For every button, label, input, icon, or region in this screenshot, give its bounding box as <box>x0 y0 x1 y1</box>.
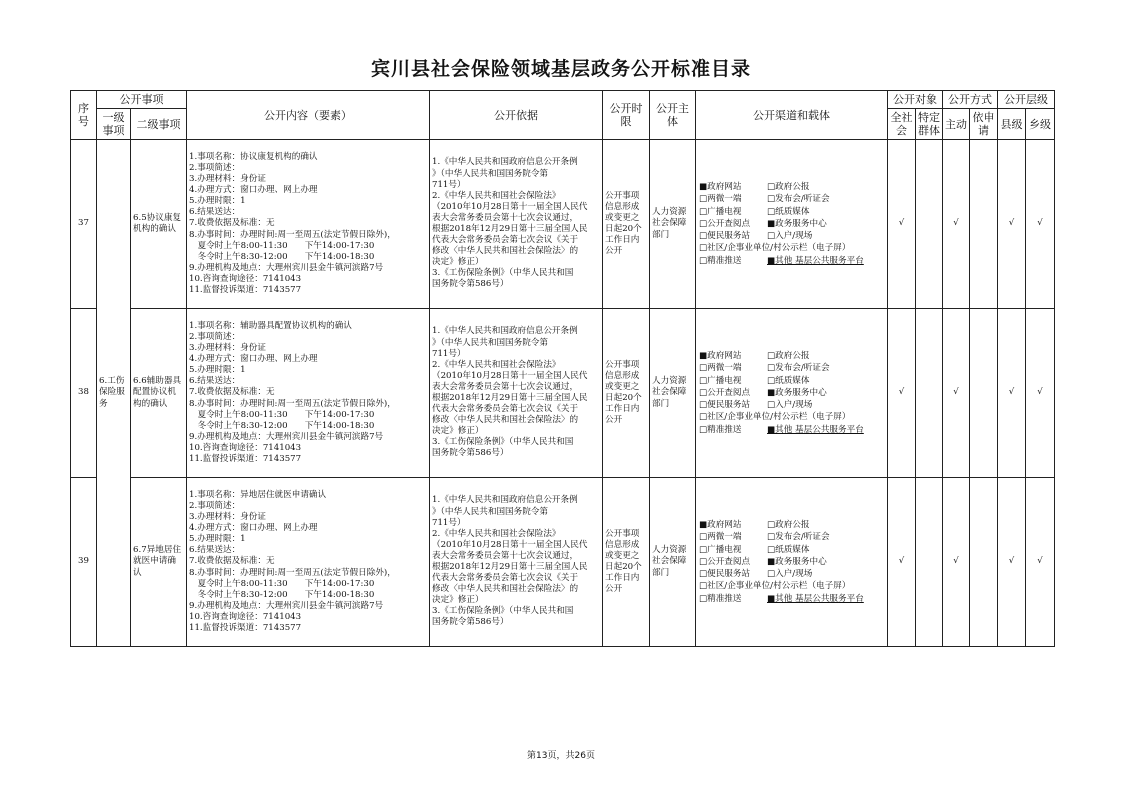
channels-cell <box>696 140 888 309</box>
channel-option: □便民服务站 <box>699 231 751 242</box>
basis-line: 711号） <box>432 348 466 359</box>
content-line: 8.办事时间：办理时间:周一至周五(法定节假日除外)， <box>189 567 396 578</box>
level-town-check: √ <box>1026 309 1055 478</box>
level2-item-cell: 6.6辅助器具配置协议机构的确认 <box>131 309 187 478</box>
basis-line: 表大会常务委员会第十七次会议通过， <box>432 212 579 223</box>
channel-row <box>699 255 885 267</box>
time-limit-cell: 公开事项信息形成或变更之日起20个工作日内公开 <box>603 478 650 647</box>
channel-row <box>699 181 885 193</box>
level-county-check: √ <box>998 478 1026 647</box>
basis-line: 修改〈中华人民共和国社会保险法〉的 <box>432 584 579 595</box>
channel-option: □发布会/听证会 <box>767 532 830 543</box>
level-county-check: √ <box>998 309 1026 478</box>
content-line: 7.收费依据及标准：无 <box>189 556 275 567</box>
basis-line: 711号） <box>432 517 466 528</box>
channel-option: □两微一端 <box>699 363 742 374</box>
content-line: 9.办理机构及地点：大理州宾川县金牛镇河滨路7号 <box>189 600 384 611</box>
subject-cell: 人力资源社会保障部门 <box>650 478 696 647</box>
table-row <box>71 478 1055 647</box>
channel-option: ■政务服务中心 <box>767 387 827 398</box>
channel-option: ■其他 基层公共服务平台 <box>767 593 864 604</box>
header-level-town: 乡级 <box>1026 109 1055 140</box>
content-line: 夏令时上午8:00-11:30 下午14:00-17:30 <box>189 409 375 420</box>
level2-item-cell: 6.5协议康复机构的确认 <box>131 140 187 309</box>
header-subject: 公开主体 <box>650 91 696 140</box>
channel-option: ■其他 基层公共服务平台 <box>767 255 864 266</box>
channel-option: ■政务服务中心 <box>767 556 827 567</box>
header-target-all: 全社会 <box>888 109 916 140</box>
basis-line: 1.《中华人民共和国政府信息公开条例 <box>432 495 578 506</box>
channel-option: □社区/企事业单位/村公示栏（电子屏） <box>699 581 851 592</box>
mode-request-check <box>970 309 998 478</box>
mode-active-check: √ <box>943 478 970 647</box>
channel-row <box>699 218 885 230</box>
seq-cell: 38 <box>71 309 97 478</box>
channel-row <box>699 531 885 543</box>
header-mode-group: 公开方式 <box>943 91 998 109</box>
channels-cell <box>696 309 888 478</box>
content-line: 7.收费依据及标准：无 <box>189 218 275 229</box>
content-line: 5.办理时限：1 <box>189 196 246 207</box>
channel-row <box>699 375 885 387</box>
basis-line: 根据2018年12月29日第十三届全国人民 <box>432 393 588 403</box>
content-line: 夏令时上午8:00-11:30 下午14:00-17:30 <box>189 578 375 589</box>
channel-option: □发布会/听证会 <box>767 194 830 205</box>
basis-line: （2010年10月28日第十一届全国人民代 <box>432 201 588 212</box>
channel-option: □两微一端 <box>699 194 742 205</box>
basis-line: 决定》修正） <box>432 426 484 437</box>
basis-line: 表大会常务委员会第十七次会议通过， <box>432 381 579 392</box>
channel-option: □精准推送 <box>699 255 742 266</box>
channel-row <box>699 580 885 592</box>
channel-option: □广播电视 <box>699 206 742 217</box>
basis-line: （2010年10月28日第十一届全国人民代 <box>432 539 588 550</box>
target-all-check: √ <box>888 309 916 478</box>
content-cell <box>187 140 430 309</box>
channel-option: □两微一端 <box>699 532 742 543</box>
channel-option: □广播电视 <box>699 544 742 555</box>
content-line: 11.监督投诉渠道：7143577 <box>189 623 302 634</box>
header-basis: 公开依据 <box>430 91 603 140</box>
content-line: 1.事项名称：协议康复机构的确认 <box>189 151 318 162</box>
channel-option: □纸质媒体 <box>767 375 810 386</box>
channel-row <box>699 544 885 556</box>
content-line: 10.咨询查询途径：7141043 <box>189 273 302 284</box>
basis-line: 3.《工伤保险条例》（中华人民共和国 <box>432 268 574 279</box>
basis-line: 国务院令第586号） <box>432 448 509 459</box>
level-town-check: √ <box>1026 140 1055 309</box>
level2-item-cell: 6.7异地居住就医申请确认 <box>131 478 187 647</box>
channel-row <box>699 556 885 568</box>
content-line: 10.咨询查询途径：7141043 <box>189 611 302 622</box>
page-footer: 第13页，共26页 <box>527 751 595 761</box>
channel-row <box>699 242 885 254</box>
mode-request-check <box>970 140 998 309</box>
header-target-group: 公开对象 <box>888 91 943 109</box>
target-specific-check <box>916 140 943 309</box>
content-line: 8.办事时间：办理时间:周一至周五(法定节假日除外)， <box>189 229 396 240</box>
channel-option: □入户/现场 <box>767 569 813 580</box>
level-town-check: √ <box>1026 478 1055 647</box>
basis-line: 2.《中华人民共和国社会保险法》 <box>432 359 561 370</box>
basis-line: 根据2018年12月29日第十三届全国人民 <box>432 224 588 234</box>
basis-line: 决定》修正） <box>432 257 484 268</box>
basis-line: 修改〈中华人民共和国社会保险法〉的 <box>432 246 579 257</box>
time-limit-cell: 公开事项信息形成或变更之日起20个工作日内公开 <box>603 140 650 309</box>
content-line: 10.咨询查询途径：7141043 <box>189 442 302 453</box>
channel-option: □入户/现场 <box>767 231 813 242</box>
channel-option: ■政务服务中心 <box>767 218 827 229</box>
content-cell <box>187 309 430 478</box>
level1-item-cell: 6.工伤保险服务 <box>97 140 131 647</box>
basis-line: 代表大会常务委员会第七次会议《关于 <box>432 404 579 415</box>
table-body <box>71 140 1055 647</box>
basis-line: 1.《中华人民共和国政府信息公开条例 <box>432 326 578 337</box>
content-line: 夏令时上午8:00-11:30 下午14:00-17:30 <box>189 240 375 251</box>
seq-cell: 39 <box>71 478 97 647</box>
basis-line: 》（中华人民共和国国务院令第 <box>432 168 549 179</box>
basis-cell <box>430 140 603 309</box>
basis-line: 决定》修正） <box>432 595 484 606</box>
channels-cell <box>696 478 888 647</box>
channel-option: □政府公报 <box>767 520 810 531</box>
content-line: 6.结果送达： <box>189 376 241 387</box>
mode-active-check: √ <box>943 309 970 478</box>
basis-line: （2010年10月28日第十一届全国人民代 <box>432 370 588 381</box>
channel-option: □社区/企事业单位/村公示栏（电子屏） <box>699 243 851 254</box>
basis-cell <box>430 478 603 647</box>
basis-line: 711号） <box>432 179 466 190</box>
header-channels: 公开渠道和载体 <box>696 91 888 140</box>
seq-cell: 37 <box>71 140 97 309</box>
time-limit-cell: 公开事项信息形成或变更之日起20个工作日内公开 <box>603 309 650 478</box>
channel-option: ■政府网站 <box>699 351 742 362</box>
content-line: 1.事项名称：异地居住就医申请确认 <box>189 489 327 500</box>
content-line: 6.结果送达： <box>189 545 241 556</box>
header-seq: 序号 <box>71 91 97 140</box>
content-line: 11.监督投诉渠道：7143577 <box>189 454 302 465</box>
content-line: 冬令时上午8:30-12:00 下午14:00-18:30 <box>189 420 375 431</box>
basis-line: 代表大会常务委员会第七次会议《关于 <box>432 573 579 584</box>
table-row <box>71 309 1055 478</box>
content-line: 4.办理方式：窗口办理、网上办理 <box>189 523 318 534</box>
channel-row <box>699 350 885 362</box>
content-line: 5.办理时限：1 <box>189 365 246 376</box>
header-content: 公开内容（要素） <box>187 91 430 140</box>
basis-line: 修改〈中华人民共和国社会保险法〉的 <box>432 415 579 426</box>
content-line: 11.监督投诉渠道：7143577 <box>189 285 302 296</box>
basis-line: 1.《中华人民共和国政府信息公开条例 <box>432 157 578 168</box>
channel-row <box>699 424 885 436</box>
channel-option: ■其他 基层公共服务平台 <box>767 424 864 435</box>
channel-option: □公开查阅点 <box>699 556 751 567</box>
basis-line: 2.《中华人民共和国社会保险法》 <box>432 190 561 201</box>
channel-option: □精准推送 <box>699 424 742 435</box>
channel-option: □纸质媒体 <box>767 206 810 217</box>
basis-line: 3.《工伤保险条例》（中华人民共和国 <box>432 606 574 617</box>
content-line: 6.结果送达： <box>189 207 241 218</box>
channel-row <box>699 568 885 580</box>
disclosure-table <box>70 90 1055 647</box>
content-line: 3.办理材料：身份证 <box>189 512 266 523</box>
channel-row <box>699 519 885 531</box>
content-cell <box>187 478 430 647</box>
basis-line: 国务院令第586号） <box>432 617 509 628</box>
target-all-check: √ <box>888 478 916 647</box>
channel-option: □精准推送 <box>699 593 742 604</box>
content-line: 2.事项简述： <box>189 162 241 173</box>
channel-row <box>699 399 885 411</box>
content-line: 9.办理机构及地点：大理州宾川县金牛镇河滨路7号 <box>189 431 384 442</box>
channel-option: □公开查阅点 <box>699 218 751 229</box>
basis-line: 表大会常务委员会第十七次会议通过， <box>432 550 579 561</box>
channel-row <box>699 193 885 205</box>
basis-line: 国务院令第586号） <box>432 279 509 290</box>
basis-cell <box>430 309 603 478</box>
basis-line: 2.《中华人民共和国社会保险法》 <box>432 528 561 539</box>
target-specific-check <box>916 478 943 647</box>
basis-line: 根据2018年12月29日第十三届全国人民 <box>432 562 588 572</box>
level-county-check: √ <box>998 140 1026 309</box>
channel-row <box>699 411 885 423</box>
target-all-check: √ <box>888 140 916 309</box>
channel-option: □广播电视 <box>699 375 742 386</box>
basis-line: 代表大会常务委员会第七次会议《关于 <box>432 235 579 246</box>
channel-row <box>699 206 885 218</box>
content-line: 3.办理材料：身份证 <box>189 343 266 354</box>
table-row <box>71 140 1055 309</box>
content-line: 9.办理机构及地点：大理州宾川县金牛镇河滨路7号 <box>189 262 384 273</box>
basis-line: 3.《工伤保险条例》（中华人民共和国 <box>432 437 574 448</box>
channel-option: ■政府网站 <box>699 182 742 193</box>
target-specific-check <box>916 309 943 478</box>
content-line: 3.办理材料：身份证 <box>189 174 266 185</box>
channel-option: □便民服务站 <box>699 569 751 580</box>
channel-option: ■政府网站 <box>699 520 742 531</box>
header-level-group: 公开层级 <box>998 91 1055 109</box>
channel-option: □入户/现场 <box>767 400 813 411</box>
header-target-specific: 特定群体 <box>916 109 943 140</box>
mode-active-check: √ <box>943 140 970 309</box>
content-line: 2.事项简述： <box>189 331 241 342</box>
content-line: 5.办理时限：1 <box>189 534 246 545</box>
channel-row <box>699 387 885 399</box>
channel-row <box>699 230 885 242</box>
channel-option: □便民服务站 <box>699 400 751 411</box>
content-line: 7.收费依据及标准：无 <box>189 387 275 398</box>
header-level-county: 县级 <box>998 109 1026 140</box>
content-line: 冬令时上午8:30-12:00 下午14:00-18:30 <box>189 251 375 262</box>
content-line: 4.办理方式：窗口办理、网上办理 <box>189 354 318 365</box>
header-mode-active: 主动 <box>943 109 970 140</box>
content-line: 冬令时上午8:30-12:00 下午14:00-18:30 <box>189 589 375 600</box>
header-level1: 一级事项 <box>97 109 131 140</box>
content-line: 2.事项简述： <box>189 500 241 511</box>
subject-cell: 人力资源社会保障部门 <box>650 309 696 478</box>
channel-option: □社区/企事业单位/村公示栏（电子屏） <box>699 412 851 423</box>
channel-option: □公开查阅点 <box>699 387 751 398</box>
header-mode-request: 依申请 <box>970 109 998 140</box>
mode-request-check <box>970 478 998 647</box>
channel-option: □政府公报 <box>767 351 810 362</box>
basis-line: 》（中华人民共和国国务院令第 <box>432 337 549 348</box>
channel-option: □政府公报 <box>767 182 810 193</box>
header-items-group: 公开事项 <box>97 91 187 109</box>
content-line: 4.办理方式：窗口办理、网上办理 <box>189 185 318 196</box>
subject-cell: 人力资源社会保障部门 <box>650 140 696 309</box>
channel-row <box>699 362 885 374</box>
content-line: 8.办事时间：办理时间:周一至周五(法定节假日除外)， <box>189 398 396 409</box>
basis-line: 》（中华人民共和国国务院令第 <box>432 506 549 517</box>
header-time: 公开时限 <box>603 91 650 140</box>
header-level2: 二级事项 <box>131 109 187 140</box>
page-title: 宾川县社会保险领域基层政务公开标准目录 <box>370 58 751 80</box>
channel-option: □纸质媒体 <box>767 544 810 555</box>
channel-option: □发布会/听证会 <box>767 363 830 374</box>
content-line: 1.事项名称：辅助器具配置协议机构的确认 <box>189 320 352 331</box>
channel-row <box>699 593 885 605</box>
